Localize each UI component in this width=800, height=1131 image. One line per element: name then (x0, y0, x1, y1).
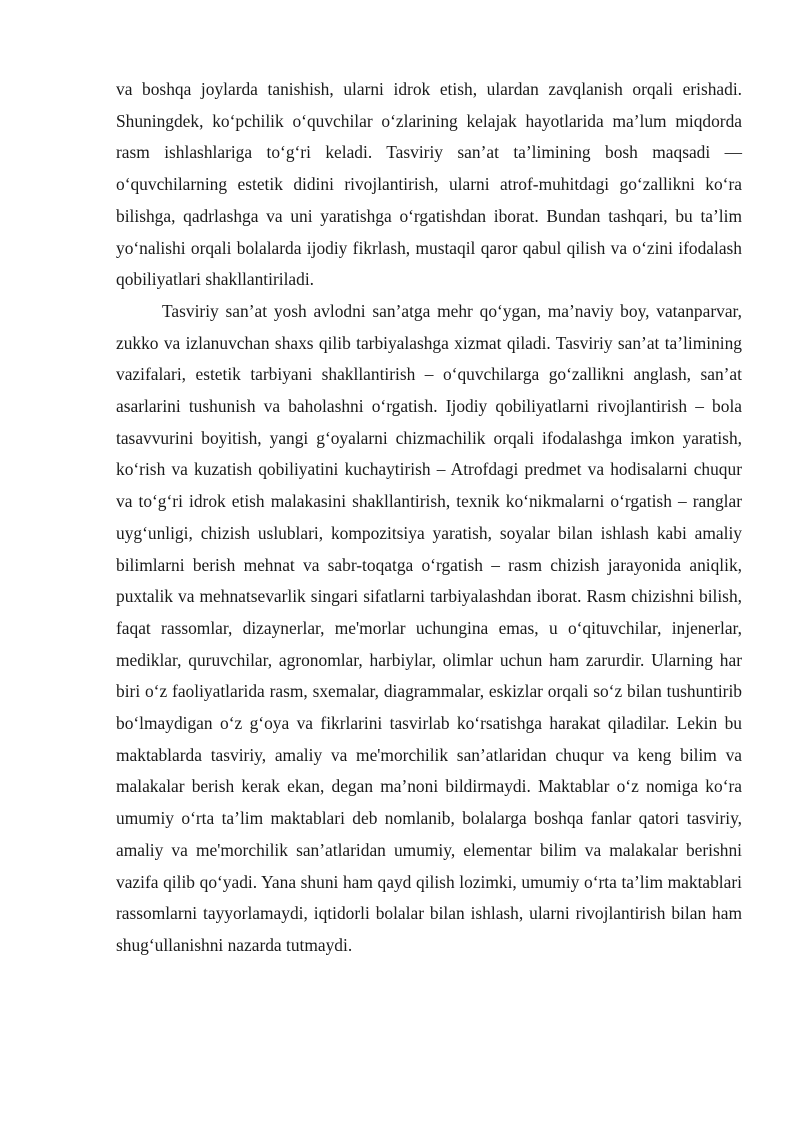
document-page (116, 74, 742, 962)
paragraph-2: Tasviriy sanʼat yosh avlodni sanʼatga mehr qoʻygan, maʼnaviy boy, vatanparvar, zukko va izlanuvchan shaxs qilib tarbiyalashga xizmat qiladi. Tasviriy sanʼat taʼlimining vazifalari, estetik tarbiyani shakllantirish – oʻquvchilarga goʻzallikni anglash, sanʼat asarlarini tushunish va baholashni oʻrgatish. Ijodiy qobiliyatlarni rivojlantirish – bola tasavvurini boyitish, yangi gʻoyalarni chizmachilik orqali ifodalashga imkon yaratish, koʻrish va kuzatish qobiliyatini kuchaytirish – Atrofdagi predmet va hodisalarni chuqur va toʻgʻri idrok etish malakasini shakllantirish, texnik koʻnikmalarni oʻrgatish – ranglar uygʻunligi, chizish uslublari, kompozitsiya yaratish, soyalar bilan ishlash kabi amaliy bilimlarni berish mehnat va sabr-toqatga oʻrgatish – rasm chizish jarayonida aniqlik, puxtalik va mehnatsevarlik singari sifatlarni tarbiyalashdan iborat. Rasm chizishni bilish, faqat rassomlar, dizaynerlar, me'morlar uchungina emas, u oʻqituvchilar, injenerlar, mediklar, quruvchilar, agronomlar, harbiylar, olimlar uchun ham zarurdir. Ularning har biri oʻz faoliyatlarida rasm, sxemalar, diagrammalar, eskizlar orqali soʻz bilan tushuntirib boʻlmaydigan oʻz gʻoya va fikrlarini tasvirlab koʻrsatishga harakat qiladilar. Lekin bu maktablarda tasviriy, amaliy va me'morchilik sanʼatlaridan chuqur va keng bilim va malakalar berish kerak ekan, degan maʼnoni bildirmaydi. Maktablar oʻz nomiga koʻra umumiy oʻrta taʼlim maktablari deb nomlanib, bolalarga boshqa fanlar qatori tasviriy, amaliy va me'morchilik sanʼatlaridan umumiy, elementar bilim va malakalar berishni vazifa qilib qoʻyadi. Yana shuni ham qayd qilish lozimki, umumiy oʻrta taʼlim maktablari rassomlarni tayyorlamaydi, iqtidorli bolalar bilan ishlash, ularni rivojlantirish bilan ham shugʻullanishni nazarda tutmaydi. (116, 300, 742, 955)
paragraph-1: va boshqa joylarda tanishish, ularni idrok etish, ulardan zavqlanish orqali erishadi. Shuningdek, koʻpchilik oʻquvchilar oʻzlarining kelajak hayotlarida maʼlum miqdorda rasm ishlashlariga toʻgʻri keladi. Tasviriy sanʼat taʼlimining bosh maqsadi — oʻquvchilarning estetik didini rivojlantirish, ularni atrof-muhitdagi goʻzallikni koʻra bilishga, qadrlashga va uni yaratishga oʻrgatishdan iborat. Bundan tashqari, bu taʼlim yoʻnalishi orqali bolalarda ijodiy fikrlash, mustaqil qaror qabul qilish va oʻzini ifodalash qobiliyatlari shakllantiriladi. (116, 79, 742, 290)
